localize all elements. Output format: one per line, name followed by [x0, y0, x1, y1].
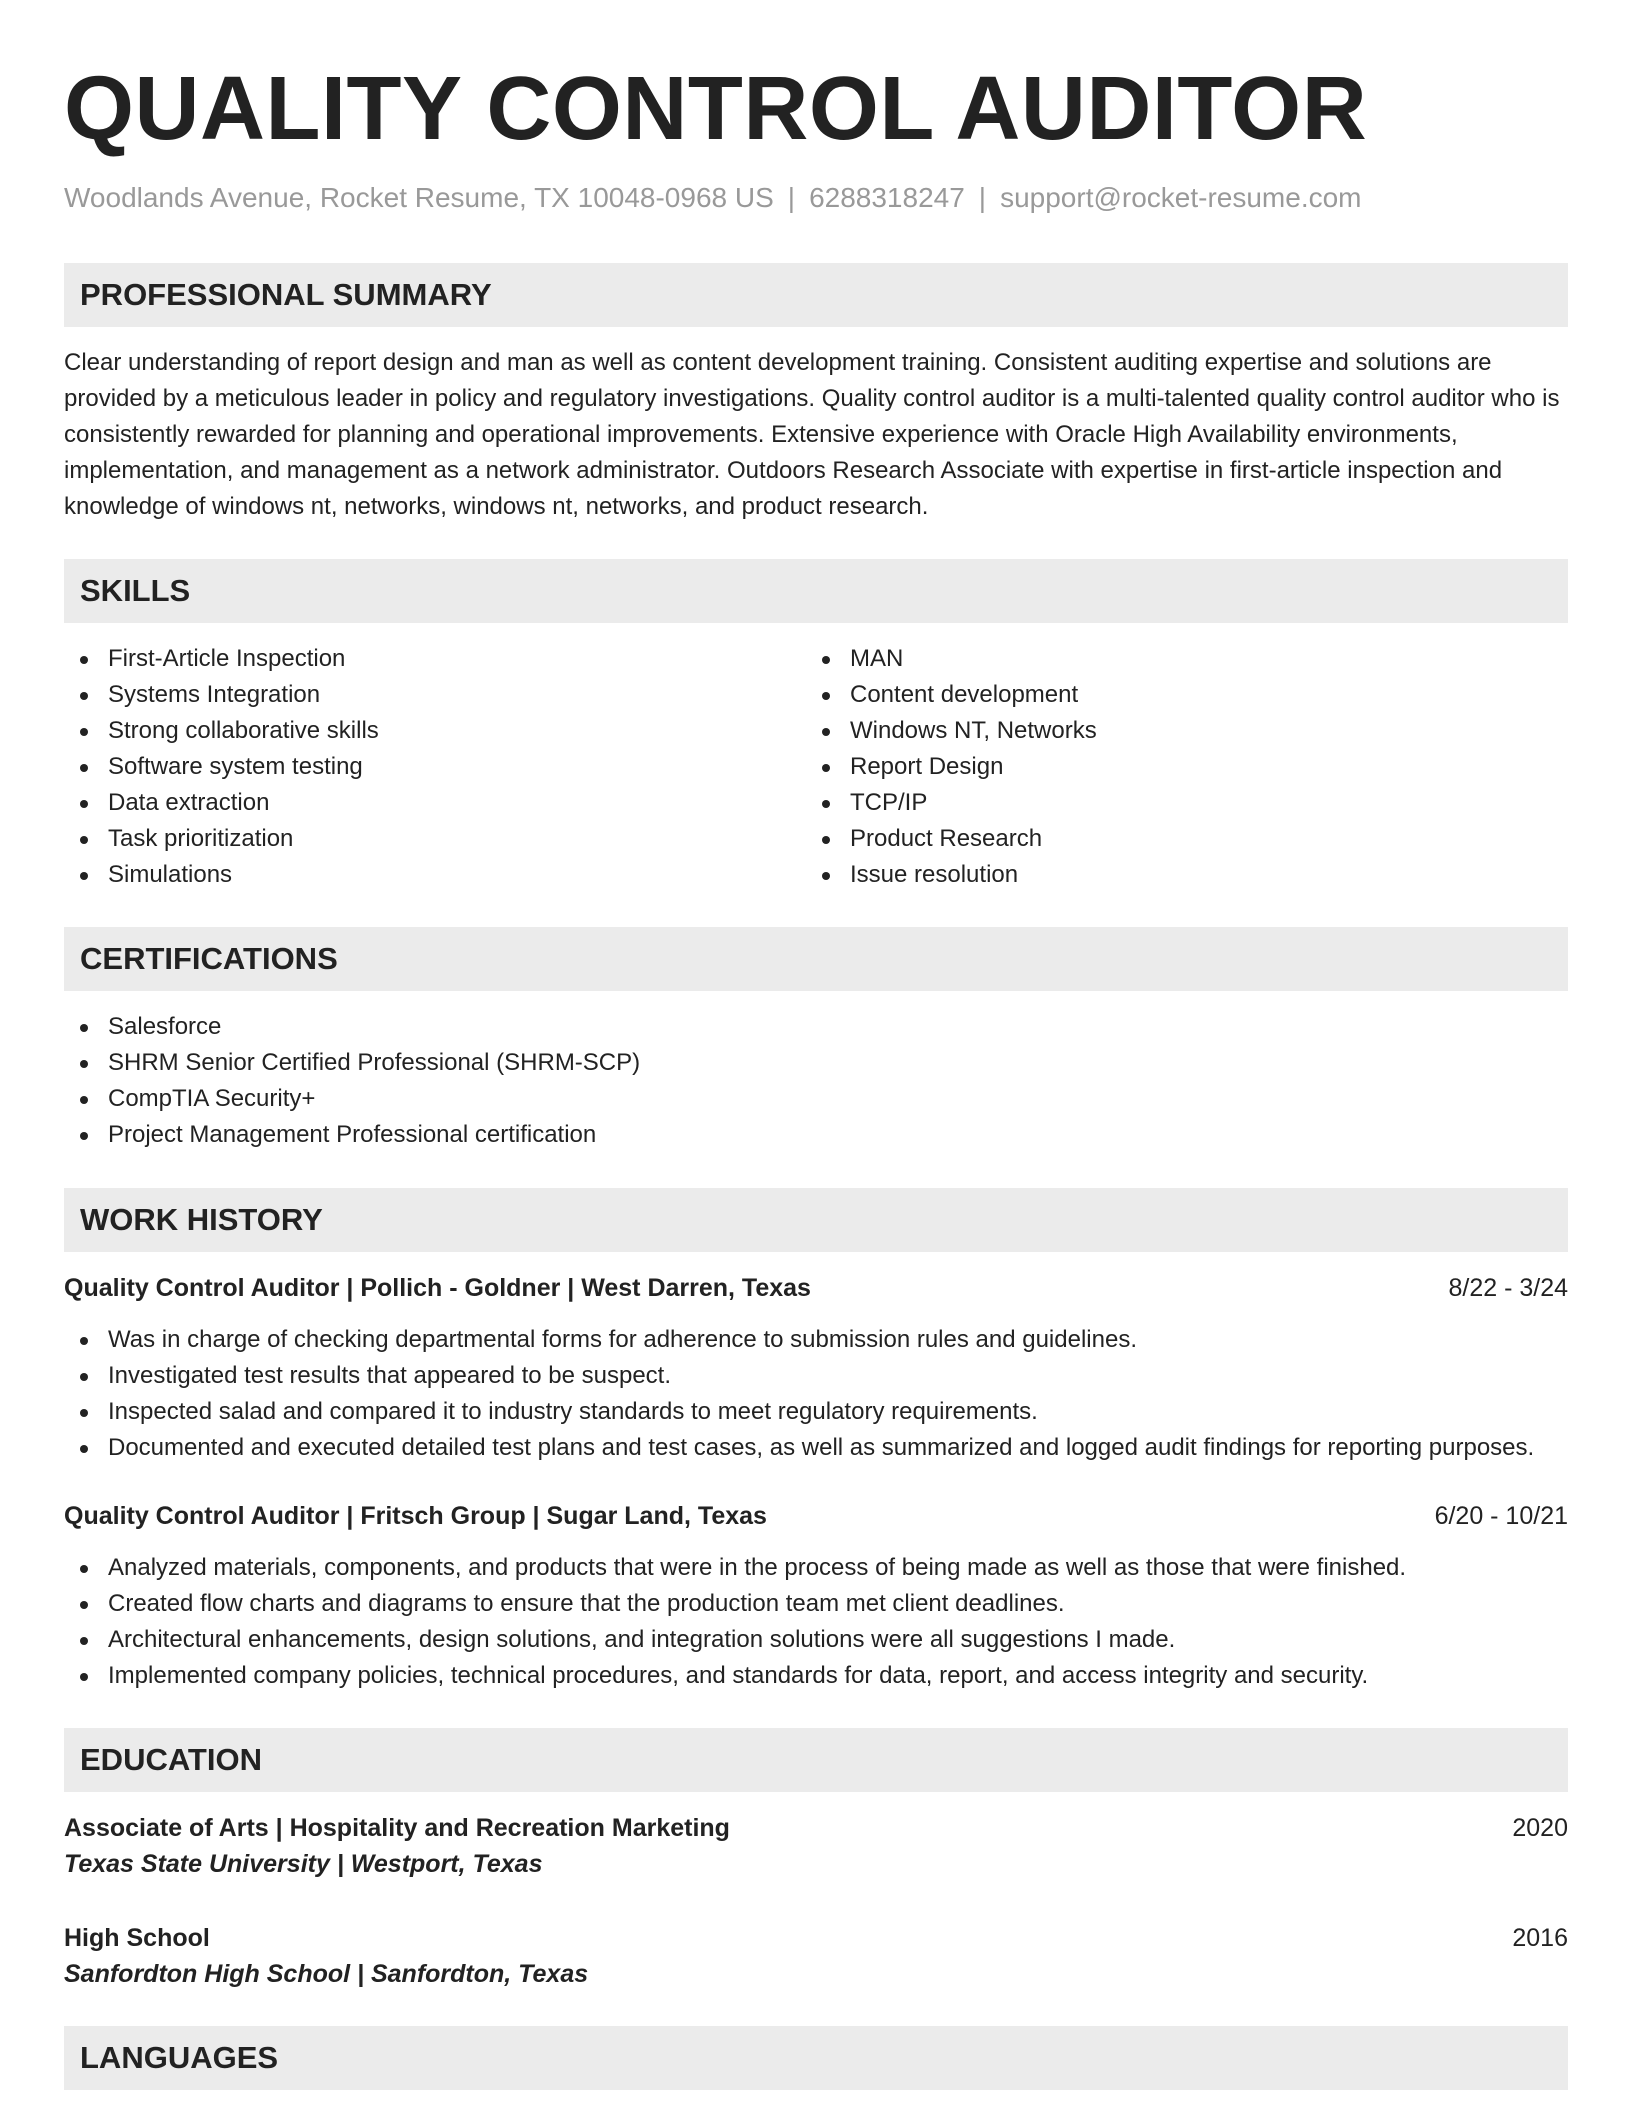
certification-item: CompTIA Security+	[64, 1081, 1568, 1117]
job-header	[64, 1498, 1568, 1534]
education-school: Sanfordton High School | Sanfordton, Texas	[64, 1960, 589, 1988]
job-title: Quality Control Auditor | Fritsch Group | Sugar Land, Texas	[64, 1502, 767, 1530]
skill-item: Software system testing	[64, 749, 806, 785]
skill-item: First-Article Inspection	[64, 641, 806, 677]
job-bullet: Was in charge of checking departmental forms for adherence to submission rules and guidelines.	[64, 1322, 1568, 1358]
job-bullet: Inspected salad and compared it to industry standards to meet regulatory requirements.	[64, 1394, 1568, 1430]
job-bullet: Created flow charts and diagrams to ensure that the production team met client deadlines.	[64, 1586, 1568, 1622]
job-bullets	[64, 1550, 1568, 1694]
education-year: 2020	[1512, 1814, 1568, 1842]
education-header	[64, 1810, 1568, 1846]
candidate-name: QUALITY CONTROL AUDITOR	[64, 59, 1368, 159]
contact-email: support@rocket-resume.com	[1000, 182, 1362, 213]
skills-column-right	[806, 641, 1548, 893]
skill-item: TCP/IP	[806, 785, 1548, 821]
certifications-heading: CERTIFICATIONS	[64, 927, 1568, 991]
skills-heading: SKILLS	[64, 559, 1568, 623]
skill-item: Systems Integration	[64, 677, 806, 713]
certification-item: SHRM Senior Certified Professional (SHRM-SCP)	[64, 1045, 1568, 1081]
job-bullet: Architectural enhancements, design solutions, and integration solutions were all suggestions I made.	[64, 1622, 1568, 1658]
skill-item: MAN	[806, 641, 1548, 677]
contact-phone: 6288318247	[809, 182, 965, 213]
education-degree: Associate of Arts | Hospitality and Recreation Marketing	[64, 1814, 730, 1842]
education-entry	[64, 1920, 1568, 1992]
skill-item: Report Design	[806, 749, 1548, 785]
job-bullet: Investigated test results that appeared to be suspect.	[64, 1358, 1568, 1394]
contact-separator: |	[978, 182, 987, 213]
skills-list	[64, 641, 1568, 893]
certification-item: Project Management Professional certification	[64, 1117, 1568, 1153]
work-history-heading: WORK HISTORY	[64, 1188, 1568, 1252]
education-school: Texas State University | Westport, Texas	[64, 1850, 543, 1878]
languages-heading: LANGUAGES	[64, 2026, 1568, 2090]
skill-item: Task prioritization	[64, 821, 806, 857]
summary-heading: PROFESSIONAL SUMMARY	[64, 263, 1568, 327]
job-bullet: Implemented company policies, technical procedures, and standards for data, report, and access integrity and security.	[64, 1658, 1568, 1694]
skills-column-left	[64, 641, 806, 893]
summary-text: Clear understanding of report design and man as well as content development training. Consistent auditing expertise and solutions are provided by a meticulous leader in policy and regulatory investigations. Quality control auditor is a multi-talented quality control auditor who is consistently rewarded for planning and operational improvements. Extensive experience with Oracle High Availability environments, implementation, and management as a network administrator. Outdoors Research Associate with expertise in first-article inspection and knowledge of windows nt, networks, windows nt, networks, and product research.	[64, 349, 1560, 520]
job-header	[64, 1270, 1568, 1306]
skill-item: Strong collaborative skills	[64, 713, 806, 749]
job-bullet: Documented and executed detailed test plans and test cases, as well as summarized and logged audit findings for reporting purposes.	[64, 1430, 1568, 1466]
job-entry	[64, 1270, 1568, 1466]
job-dates: 8/22 - 3/24	[1448, 1274, 1568, 1302]
skill-item: Data extraction	[64, 785, 806, 821]
certifications-list	[64, 1009, 1568, 1153]
education-degree: High School	[64, 1924, 210, 1952]
education-year: 2016	[1512, 1924, 1568, 1952]
skill-item: Simulations	[64, 857, 806, 893]
job-bullet: Analyzed materials, components, and products that were in the process of being made as well as those that were finished.	[64, 1550, 1568, 1586]
contact-address: Woodlands Avenue, Rocket Resume, TX 10048-0968 US	[64, 182, 774, 213]
job-bullets	[64, 1322, 1568, 1466]
skill-item: Issue resolution	[806, 857, 1548, 893]
job-entry	[64, 1498, 1568, 1694]
certification-item: Salesforce	[64, 1009, 1568, 1045]
skill-item: Product Research	[806, 821, 1548, 857]
skill-item: Windows NT, Networks	[806, 713, 1548, 749]
job-title: Quality Control Auditor | Pollich - Goldner | West Darren, Texas	[64, 1274, 811, 1302]
skill-item: Content development	[806, 677, 1548, 713]
job-dates: 6/20 - 10/21	[1434, 1502, 1568, 1530]
education-header	[64, 1920, 1568, 1956]
contact-separator: |	[787, 182, 796, 213]
contact-line	[64, 182, 1568, 214]
education-entry	[64, 1810, 1568, 1882]
education-heading: EDUCATION	[64, 1728, 1568, 1792]
